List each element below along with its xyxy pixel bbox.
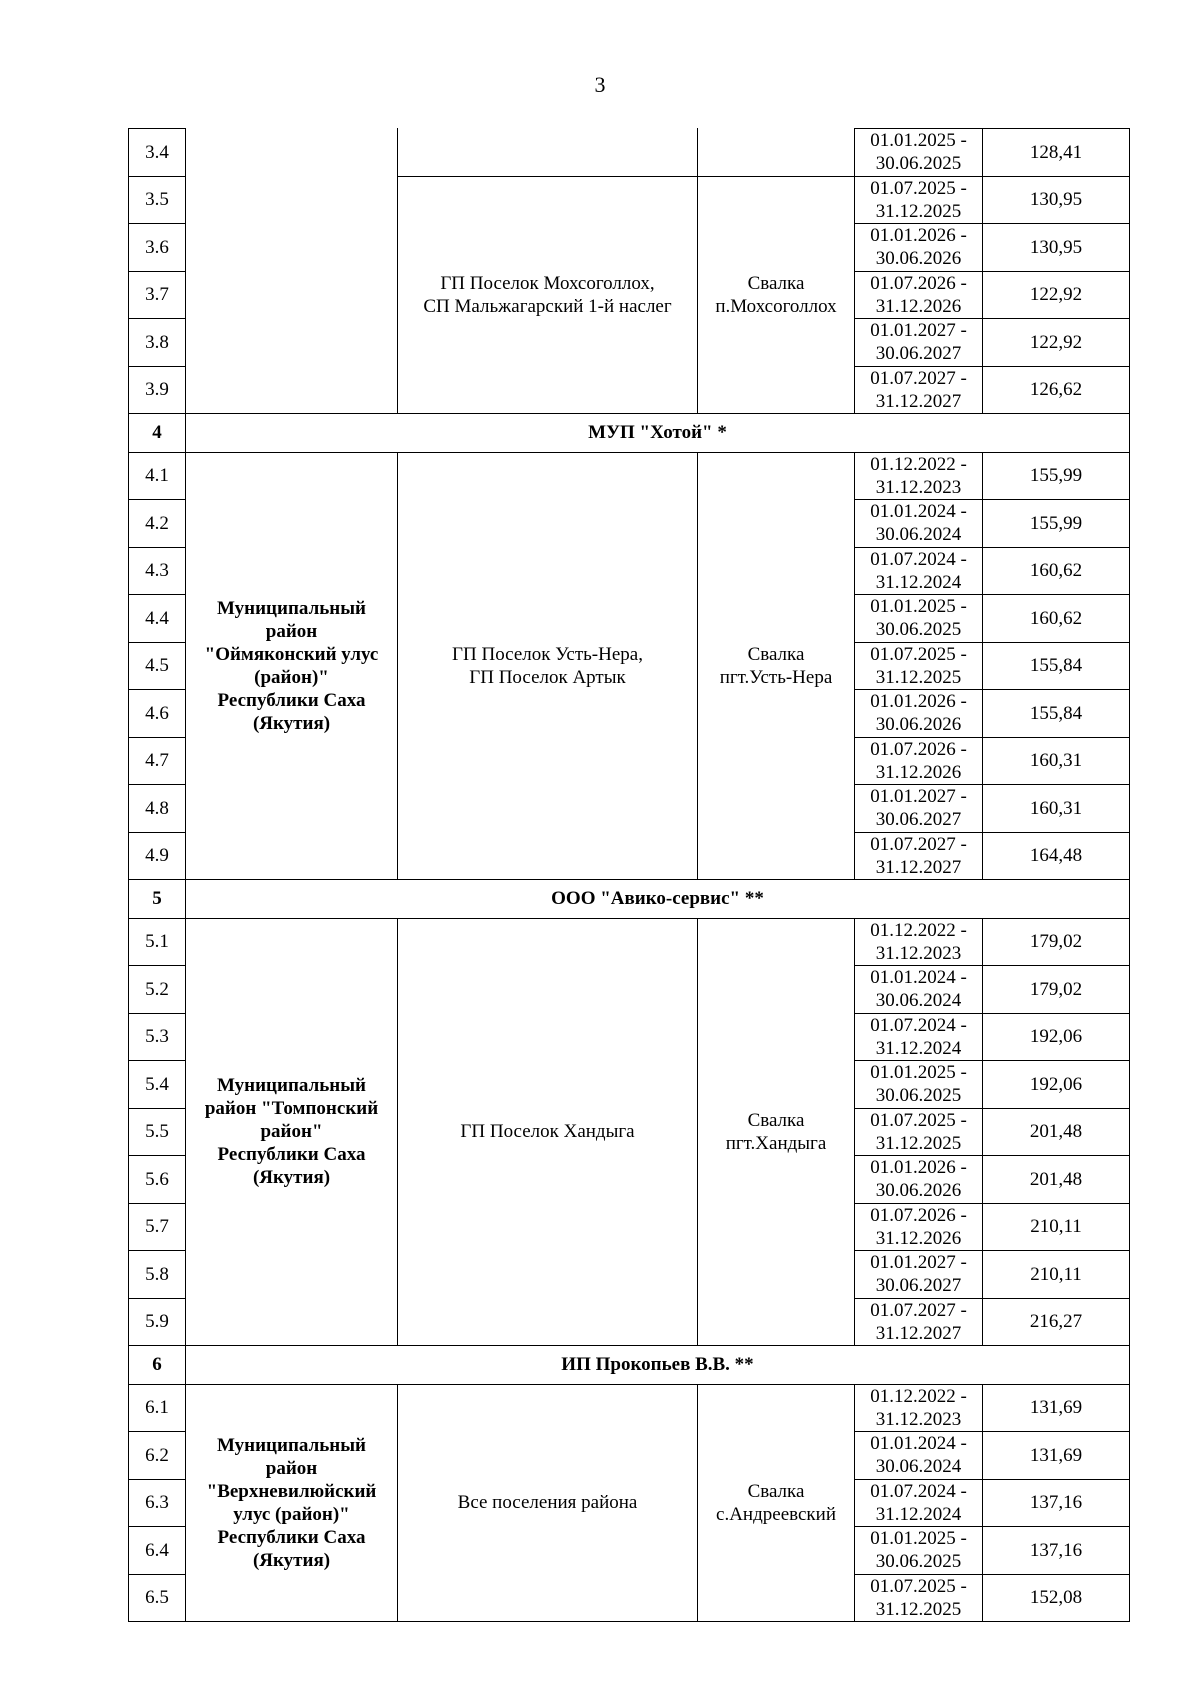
tariff-value: 210,11	[983, 1203, 1130, 1251]
period-end: 31.12.2025	[875, 200, 962, 222]
district-cell-line: Муниципальный	[216, 1434, 367, 1456]
table-row	[129, 452, 1130, 500]
period-start: 01.01.2024 -	[870, 967, 967, 989]
period-cell	[855, 1574, 983, 1622]
period-start: 01.12.2022 -	[870, 1385, 967, 1407]
row-number: 4.5	[129, 642, 186, 690]
period-cell	[855, 176, 983, 224]
period-start: 01.01.2024 -	[870, 501, 967, 523]
period-end: 30.06.2025	[875, 1551, 962, 1573]
period-start: 01.07.2025 -	[870, 1575, 967, 1597]
period-end: 31.12.2025	[875, 1132, 962, 1154]
tariff-value: 210,11	[983, 1251, 1130, 1299]
row-number: 4.8	[129, 785, 186, 833]
period-start: 01.01.2025 -	[870, 596, 967, 618]
period-start: 01.01.2025 -	[870, 1062, 967, 1084]
row-number: 4.2	[129, 500, 186, 548]
period-end: 30.06.2025	[875, 153, 962, 175]
table-row	[129, 129, 1130, 177]
district-cell-line: район"	[260, 1121, 323, 1143]
tariff-value: 137,16	[983, 1479, 1130, 1527]
settlement-cell	[398, 129, 698, 177]
tariff-value: 160,62	[983, 547, 1130, 595]
period-start: 01.01.2027 -	[870, 1252, 967, 1274]
period-end: 31.12.2025	[875, 666, 962, 688]
group-header-row	[129, 880, 1130, 919]
period-cell	[855, 1527, 983, 1575]
row-number: 5.8	[129, 1251, 186, 1299]
tariff-value: 131,69	[983, 1432, 1130, 1480]
district-cell-line: Республики Саха	[217, 1144, 366, 1166]
row-number: 5.3	[129, 1013, 186, 1061]
tariff-value: 130,95	[983, 224, 1130, 272]
district-cell-line: (Якутия)	[252, 712, 331, 734]
period-start: 01.01.2027 -	[870, 320, 967, 342]
period-start: 01.07.2024 -	[870, 548, 967, 570]
landfill-cell	[698, 129, 855, 177]
period-end: 31.12.2023	[875, 1408, 962, 1430]
period-cell	[855, 319, 983, 367]
period-end: 30.06.2024	[875, 1456, 962, 1478]
tariff-value: 152,08	[983, 1574, 1130, 1622]
group-header-row	[129, 414, 1130, 453]
tariff-value: 216,27	[983, 1298, 1130, 1346]
period-cell	[855, 690, 983, 738]
period-start: 01.01.2026 -	[870, 691, 967, 713]
district-cell-line: Муниципальный	[216, 1075, 367, 1097]
period-cell	[855, 918, 983, 966]
district-cell	[186, 452, 398, 880]
period-end: 31.12.2027	[875, 1322, 962, 1344]
district-cell-line: район	[265, 620, 318, 642]
district-cell-line: район	[265, 1457, 318, 1479]
tariff-value: 131,69	[983, 1384, 1130, 1432]
group-number: 5	[129, 880, 186, 919]
tariff-value: 164,48	[983, 832, 1130, 880]
period-start: 01.01.2026 -	[870, 225, 967, 247]
period-cell	[855, 595, 983, 643]
period-end: 30.06.2027	[875, 343, 962, 365]
settlement-cell-line: ГП Поселок Артык	[469, 666, 626, 688]
period-start: 01.07.2024 -	[870, 1014, 967, 1036]
period-end: 30.06.2027	[875, 1275, 962, 1297]
row-number: 5.2	[129, 966, 186, 1014]
period-end: 31.12.2026	[875, 295, 962, 317]
period-cell	[855, 1203, 983, 1251]
period-start: 01.07.2026 -	[870, 272, 967, 294]
settlement-cell	[398, 176, 698, 414]
row-number: 5.6	[129, 1156, 186, 1204]
landfill-cell	[698, 176, 855, 414]
row-number: 4.4	[129, 595, 186, 643]
period-start: 01.07.2026 -	[870, 738, 967, 760]
tariff-value: 192,06	[983, 1061, 1130, 1109]
period-start: 01.01.2027 -	[870, 786, 967, 808]
period-end: 31.12.2027	[875, 856, 962, 878]
period-cell	[855, 547, 983, 595]
period-end: 31.12.2024	[875, 1037, 962, 1059]
row-number: 6.2	[129, 1432, 186, 1480]
period-start: 01.07.2027 -	[870, 1299, 967, 1321]
tariff-value: 122,92	[983, 271, 1130, 319]
district-cell	[186, 1384, 398, 1622]
period-start: 01.07.2027 -	[870, 367, 967, 389]
group-title: МУП "Хотой" *	[186, 414, 1130, 453]
period-start: 01.07.2026 -	[870, 1204, 967, 1226]
period-start: 01.12.2022 -	[870, 453, 967, 475]
row-number: 4.7	[129, 737, 186, 785]
tariff-value: 128,41	[983, 129, 1130, 177]
tariff-value: 160,31	[983, 737, 1130, 785]
period-cell	[855, 271, 983, 319]
district-cell-line: (район)"	[254, 666, 329, 688]
tariff-value: 155,84	[983, 642, 1130, 690]
district-cell-line: "Верхневилюйский	[206, 1480, 377, 1502]
row-number: 4.9	[129, 832, 186, 880]
tariff-value: 155,99	[983, 500, 1130, 548]
landfill-cell	[698, 1384, 855, 1622]
landfill-cell-line: пгт.Хандыга	[725, 1132, 827, 1154]
period-end: 31.12.2026	[875, 1227, 962, 1249]
district-cell	[186, 129, 398, 414]
district-cell-line: Муниципальный	[216, 597, 367, 619]
settlement-cell	[398, 918, 698, 1346]
period-cell	[855, 500, 983, 548]
period-start: 01.07.2025 -	[870, 177, 967, 199]
tariff-value: 201,48	[983, 1156, 1130, 1204]
landfill-cell-line: п.Мохсоголлох	[715, 295, 837, 317]
row-number: 4.1	[129, 452, 186, 500]
period-cell	[855, 1298, 983, 1346]
row-number: 5.5	[129, 1108, 186, 1156]
district-cell-line: улус (район)"	[233, 1503, 350, 1525]
tariff-value: 192,06	[983, 1013, 1130, 1061]
settlement-cell-line: СП Мальжагарский 1-й наслег	[423, 295, 672, 317]
landfill-cell	[698, 918, 855, 1346]
group-number: 4	[129, 414, 186, 453]
tariff-value: 155,84	[983, 690, 1130, 738]
district-cell-line: Республики Саха	[217, 1526, 366, 1548]
period-start: 01.07.2025 -	[870, 1109, 967, 1131]
landfill-cell-line: с.Андреевский	[716, 1503, 836, 1525]
period-cell	[855, 785, 983, 833]
district-cell	[186, 918, 398, 1346]
district-cell-line: район "Томпонский	[204, 1098, 379, 1120]
period-start: 01.01.2026 -	[870, 1157, 967, 1179]
settlement-cell-line: Все поселения района	[457, 1492, 638, 1514]
period-start: 01.01.2025 -	[870, 130, 967, 152]
landfill-cell-line: Свалка	[747, 643, 805, 665]
period-cell	[855, 1108, 983, 1156]
period-cell	[855, 1013, 983, 1061]
period-end: 31.12.2026	[875, 761, 962, 783]
row-number: 5.9	[129, 1298, 186, 1346]
period-end: 30.06.2024	[875, 990, 962, 1012]
landfill-cell-line: Свалка	[747, 1109, 805, 1131]
group-title: ООО "Авико-сервис" **	[186, 880, 1130, 919]
period-end: 31.12.2027	[875, 390, 962, 412]
district-cell-line: Республики Саха	[217, 689, 366, 711]
landfill-cell-line: пгт.Усть-Нера	[719, 666, 833, 688]
row-number: 6.1	[129, 1384, 186, 1432]
period-end: 30.06.2027	[875, 809, 962, 831]
group-header-row	[129, 1346, 1130, 1385]
period-end: 31.12.2023	[875, 476, 962, 498]
period-cell	[855, 1251, 983, 1299]
settlement-cell-line: ГП Поселок Мохсоголлох,	[440, 272, 655, 294]
settlement-cell	[398, 452, 698, 880]
district-cell-line: (Якутия)	[252, 1167, 331, 1189]
period-start: 01.07.2027 -	[870, 833, 967, 855]
period-cell	[855, 129, 983, 177]
period-start: 01.12.2022 -	[870, 919, 967, 941]
row-number: 5.1	[129, 918, 186, 966]
period-end: 31.12.2023	[875, 942, 962, 964]
settlement-cell	[398, 1384, 698, 1622]
tariff-value: 137,16	[983, 1527, 1130, 1575]
row-number: 3.9	[129, 366, 186, 414]
period-cell	[855, 737, 983, 785]
period-cell	[855, 366, 983, 414]
period-start: 01.07.2025 -	[870, 643, 967, 665]
row-number: 6.5	[129, 1574, 186, 1622]
period-end: 31.12.2024	[875, 1503, 962, 1525]
tariff-table	[128, 128, 1130, 1622]
tariff-value: 155,99	[983, 452, 1130, 500]
period-cell	[855, 832, 983, 880]
period-cell	[855, 224, 983, 272]
group-title: ИП Прокопьев В.В. **	[186, 1346, 1130, 1385]
tariff-value: 126,62	[983, 366, 1130, 414]
landfill-cell-line: Свалка	[747, 272, 805, 294]
district-cell-line: "Оймяконский улус	[204, 643, 379, 665]
period-end: 30.06.2025	[875, 1085, 962, 1107]
tariff-value: 130,95	[983, 176, 1130, 224]
tariff-value: 122,92	[983, 319, 1130, 367]
period-end: 30.06.2024	[875, 524, 962, 546]
period-start: 01.01.2025 -	[870, 1528, 967, 1550]
row-number: 3.7	[129, 271, 186, 319]
group-number: 6	[129, 1346, 186, 1385]
row-number: 3.4	[129, 129, 186, 177]
period-cell	[855, 1479, 983, 1527]
row-number: 6.3	[129, 1479, 186, 1527]
period-cell	[855, 642, 983, 690]
period-end: 30.06.2025	[875, 619, 962, 641]
period-start: 01.01.2024 -	[870, 1433, 967, 1455]
period-cell	[855, 1061, 983, 1109]
period-cell	[855, 1156, 983, 1204]
tariff-value: 201,48	[983, 1108, 1130, 1156]
row-number: 3.6	[129, 224, 186, 272]
row-number: 3.5	[129, 176, 186, 224]
row-number: 3.8	[129, 319, 186, 367]
row-number: 6.4	[129, 1527, 186, 1575]
row-number: 5.7	[129, 1203, 186, 1251]
period-cell	[855, 966, 983, 1014]
landfill-cell	[698, 452, 855, 880]
table-row	[129, 918, 1130, 966]
period-end: 31.12.2024	[875, 571, 962, 593]
period-end: 31.12.2025	[875, 1598, 962, 1620]
row-number: 4.3	[129, 547, 186, 595]
period-end: 30.06.2026	[875, 1180, 962, 1202]
row-number: 4.6	[129, 690, 186, 738]
settlement-cell-line: ГП Поселок Хандыга	[460, 1121, 635, 1143]
period-end: 30.06.2026	[875, 248, 962, 270]
page-number: 3	[594, 72, 606, 97]
tariff-table-body	[129, 129, 1130, 1622]
table-row	[129, 1384, 1130, 1432]
tariff-value: 160,62	[983, 595, 1130, 643]
period-start: 01.07.2024 -	[870, 1480, 967, 1502]
tariff-value: 160,31	[983, 785, 1130, 833]
period-end: 30.06.2026	[875, 714, 962, 736]
tariff-value: 179,02	[983, 918, 1130, 966]
period-cell	[855, 1384, 983, 1432]
period-cell	[855, 1432, 983, 1480]
district-cell-line: (Якутия)	[252, 1549, 331, 1571]
landfill-cell-line: Свалка	[747, 1480, 805, 1502]
settlement-cell-line: ГП Поселок Усть-Нера,	[452, 643, 643, 665]
tariff-value: 179,02	[983, 966, 1130, 1014]
period-cell	[855, 452, 983, 500]
row-number: 5.4	[129, 1061, 186, 1109]
